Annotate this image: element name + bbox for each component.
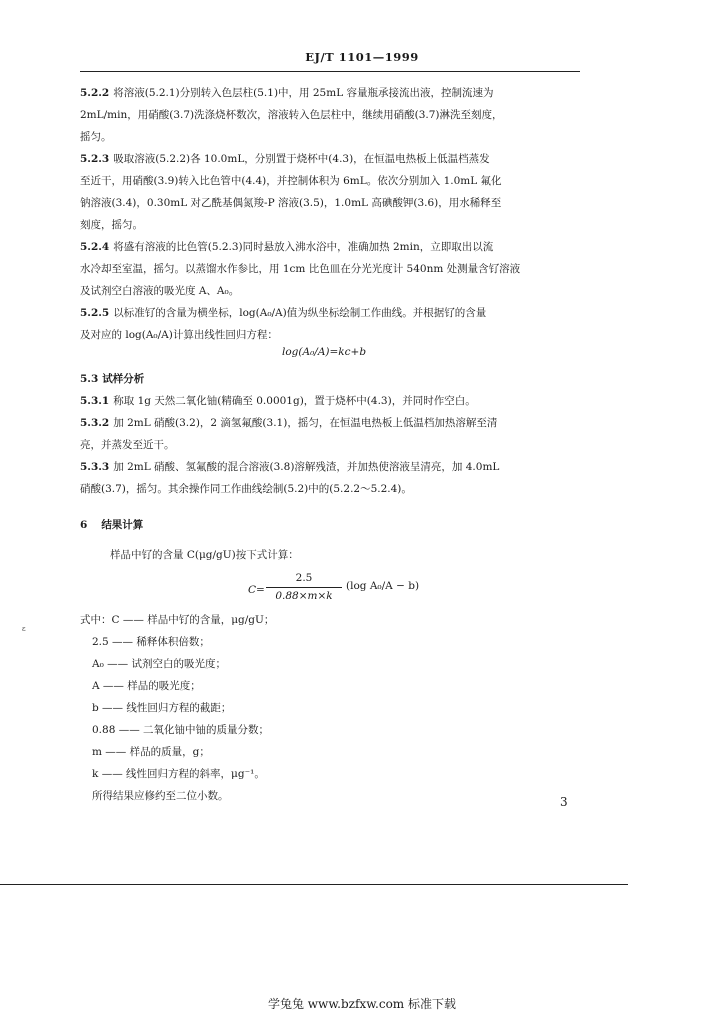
formula-where: 式中：C —— 样品中钌的含量，μg/gU； xyxy=(80,614,275,626)
clause-5-2-4-line-2: 水冷却至室温，摇匀。以蒸馏水作参比，用 1cm 比色皿在分光光度计 540nm 处测量含钌溶液 xyxy=(80,263,521,275)
clause-5-2-5-line-1: 5.2.5 以标准钌的含量为横坐标，log(A₀/A)值为纵坐标绘制工作曲线。并根据钌的含量 xyxy=(80,307,487,319)
rounding-note: 所得结果应修约至二位小数。 xyxy=(92,790,229,802)
definition-sample-mass: m —— 样品的质量，g； xyxy=(92,746,210,758)
page-number: 3 xyxy=(560,795,568,809)
section-number: 5.3 xyxy=(80,373,99,385)
margin-mark: ɛ xyxy=(22,625,26,633)
clause-number: 5.2.4 xyxy=(80,241,110,253)
clause-5-3-2-line-1: 5.3.2 加 2mL 硝酸(3.2)，2 滴氢氟酸(3.1)，摇匀，在恒温电热板上低温档加热溶解至清 xyxy=(80,417,498,429)
clause-number: 5.2.5 xyxy=(80,307,110,319)
clause-number: 5.2.2 xyxy=(80,87,110,99)
definition-intercept: b —— 线性回归方程的截距； xyxy=(92,702,232,714)
result-intro: 样品中钌的含量 C(μg/gU)按下式计算： xyxy=(110,549,299,561)
clause-number: 5.3.1 xyxy=(80,395,110,407)
section-number: 6 xyxy=(80,519,88,531)
clause-5-3-1-line-1: 5.3.1 称取 1g 天然二氧化铀(精确至 0.0001g)，置于烧杯中(4.3)，并同时作空白。 xyxy=(80,395,476,407)
definition-dilution: 2.5 —— 稀释体积倍数； xyxy=(92,636,210,648)
site-footer-watermark: 学兔兔 www.bzfxw.com 标准下载 xyxy=(267,997,457,1011)
definition-mass-fraction: 0.88 —— 二氧化铀中铀的质量分数； xyxy=(92,724,270,736)
formula-lhs: C= xyxy=(248,584,265,596)
clause-5-3-2-line-2: 亮，并蒸发至近干。 xyxy=(80,439,175,451)
clause-5-2-3-line-1: 5.2.3 吸取溶液(5.2.2)各 10.0mL，分别置于烧杯中(4.3)，在恒温电热板上低温档蒸发 xyxy=(80,153,490,165)
clause-5-2-3-line-2: 至近干，用硝酸(3.9)转入比色管中(4.4)，并控制体积为 6mL。依次分别加入 1.0mL 氟化 xyxy=(80,175,502,187)
clause-5-2-2-line-3: 摇匀。 xyxy=(80,131,112,143)
clause-5-2-3-line-3: 钠溶液(3.4)，0.30mL 对乙酰基偶氮羧-P 溶液(3.5)，1.0mL 高碘酸钾(3.6)，用水稀释至 xyxy=(80,197,502,209)
clause-5-3-3-line-1: 5.3.3 加 2mL 硝酸、氢氟酸的混合溶液(3.8)溶解残渣，并加热使溶液呈清亮，加 4.0mL xyxy=(80,461,500,473)
clause-number: 5.3.3 xyxy=(80,461,110,473)
formula-fraction-bar xyxy=(266,587,342,588)
section-6-heading: 6 结果计算 xyxy=(80,519,144,531)
formula-numerator: 2.5 xyxy=(295,572,313,584)
clause-5-3-3-line-2: 硝酸(3.7)，摇匀。其余操作同工作曲线绘制(5.2)中的(5.2.2～5.2.4)。 xyxy=(80,483,412,495)
clause-number: 5.2.3 xyxy=(80,153,110,165)
clause-5-2-4-line-3: 及试剂空白溶液的吸光度 A、A₀。 xyxy=(80,285,240,297)
clause-5-2-3-line-4: 刻度，摇匀。 xyxy=(80,219,143,231)
footer-rule xyxy=(0,884,628,885)
definition-blank-absorbance: A₀ —— 试剂空白的吸光度； xyxy=(92,658,226,670)
formula-rhs: (log A₀/A − b) xyxy=(346,580,420,592)
definition-sample-absorbance: A —— 样品的吸光度； xyxy=(92,680,201,692)
clause-5-2-5-line-2: 及对应的 log(A₀/A)计算出线性回归方程： xyxy=(80,329,278,341)
clause-5-2-2-line-1: 5.2.2 将溶液(5.2.1)分别转入色层柱(5.1)中，用 25mL 容量瓶承接流出液，控制流速为 xyxy=(80,87,494,99)
clause-5-2-2-line-2: 2mL/min，用硝酸(3.7)洗涤烧杯数次，溶液转入色层柱中，继续用硝酸(3.7)淋洗至刻度， xyxy=(80,109,503,121)
standard-code-header: EJ/T 1101—1999 xyxy=(305,50,419,64)
regression-equation: log(A₀/A)=kc+b xyxy=(282,346,367,358)
definition-slope: k —— 线性回归方程的斜率，μg⁻¹。 xyxy=(92,768,265,780)
clause-number: 5.3.2 xyxy=(80,417,110,429)
header-rule xyxy=(80,71,580,72)
formula-denominator: 0.88×m×k xyxy=(275,590,333,602)
clause-5-2-4-line-1: 5.2.4 将盛有溶液的比色管(5.2.3)同时悬放入沸水浴中，准确加热 2min，立即取出以流 xyxy=(80,241,494,253)
section-5-3-heading: 5.3 试样分析 xyxy=(80,373,145,385)
